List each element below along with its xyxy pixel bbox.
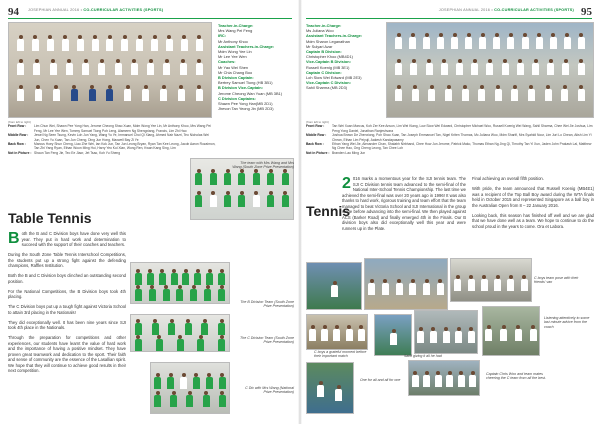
photo-c-boys-van — [450, 258, 532, 302]
photo-c-division-team — [130, 314, 230, 352]
running-header-left: JOSEPHIAN ANNUAL 2016 • CO-CURRICULAR ACTIVITIES (SPORTS) — [28, 8, 164, 12]
photo-tennis-player-serve — [306, 262, 362, 310]
article-body-tennis-col2: Final achieving an overall fifth position. With pride, the team announced that Russell Koenig (MB4E1) was a recipient of the Top Ball Boy award during the WTA finals held in October 2015 and represented Singapore as a ball boy in the Australian Open from 8 – 22 January 2016. Looking back, this season has finished off well and we are glad that we have done well as a team. We hope to continue to do the school proud in the years to come. Ora et Labora. — [472, 176, 594, 229]
officials-list-left: Teacher-in-Charge: Mrs Wang Pei Feng IRC: Mr Anthony Khoo Assistant Teachers-in-Charge: Mdm Wong Yee Lin Mr Lee Yee Wen Coaches: Mr Yao Wei Shen Mr Chia Chang Boo B Division Captain: Bertrey Samuel Tiong (HB 3B1) B Division Vice-Captain: Jerome Cheong Wan Yuan (MB 3B1) C Division Captains: Shawn Pee Yong Han(MB 2D1) Jhevon Tan Yeong Jin (MB 2D3) — [218, 23, 283, 112]
section-title-tennis: Tennis — [306, 203, 351, 219]
dropcap-2: 2 — [342, 175, 351, 192]
photo-sahil-action — [374, 314, 412, 356]
photo-c-boys-team — [364, 258, 448, 310]
photo-c-boys-grateful — [306, 314, 368, 350]
page-number-left: 94 — [8, 6, 19, 18]
right-page — [300, 0, 600, 424]
header-rule-left — [8, 18, 292, 19]
article-body-table-tennis: Both the B and C Division boys have done very well this year. They put in hard work and determination to succeed with the support of their coaches and teachers. During the South Zone Table Tennis Interschool Competitions, the students put up a strong fight against the defending champions, Raffles Institution. Both the B and C Division boys clinched an outstanding second position. For the National Competitions, the B Division boys took 4th placing. The C Division boys put up a tough fight against Victoria School to attain 3rd placing in the Nationals! They did exceptionally well. It has been nine years since SJI took 4th place in the Nationals. Through the preparation for competitions and other experiences, our students have learnt the value of hard work and the importance of having a positive mindset. They have proven great teamwork and dedication to the sport. Their faith and sense of community are the essence of the Lasallian spirit. We hope that they will continue to achieve good results in their next competition. — [8, 230, 126, 373]
caption-b-division: The B Division Team (South Zone Prize Presentation) — [240, 300, 294, 309]
caption-coach-advice: Listening attentively to some last minute advice from the coach — [544, 316, 590, 329]
team-photo-table-tennis — [8, 22, 212, 118]
photo-c-div-with-mrs-wang — [150, 362, 230, 414]
caption-c-division: The C Division Team (South Zone Prize Presentation) — [240, 336, 294, 345]
photo-b-division-team — [130, 262, 230, 304]
caption-sahil: Sahil giving it all he had — [404, 354, 442, 358]
photo-team-huddle — [414, 310, 478, 354]
team-names-left: (from left to right) Front Row : Lim Chun Wei, Shawn Pee Yong Han, Jerome Cheong Shao Xuan, Mdm Wong Yee Lin, Mr Anthony Khoo, Mrs Wang Pei Feng, Mr Lee Yee Wen, Tommy Samuel Tiong Poh Leng, Alameen Ng Shengxiang, Francis, Lim Zhi Hao Middle Row : Jewel Ng Seen Tsung, Kevin Loh Jun Yang, Wang Yu Ye, Immanuel Choi Qi Xiang, Ahmed Nair Nazri, Teo Nicholas Wei Jun, Chen Yu Xuan, Tan Jun Cheng, Ding Jun Hong, Maxwell Bay Zi Ye Back Row : Marcus Hoey Shun Cheng, Liao Zhe Wei, Ian Kok Jun, Tan Jun Leong Bryan, Ryan Tan Kee Leong, Jacob Aaron Rozaimon, Tan Zhi Yang Ryan, Ethan Woon Ming Hui, Harry Yeo Kui Xian, Wong Ren, Kwan Kang Sing, Lim Not in Picture : Shaun Tan Feng Jie, Teo Ee Jiaor, Jet Tsao, Koh Yu Sheng — [8, 120, 216, 155]
team-names-right: (from left to right) Front Row : Tan Wei Xuan Marcus, Koh Zer Kee Anson, Lim Wei Kiang, Low Siow Wei Edward, Christopher Michael Woo, Russell Koenig Wei Wang, Sahil Sharma, Chee Wei Jie Joshua, Lim Peng Yong Daniel, Jonathan Ranjeshvara Middle Row : Joshua Brown De Zhenxiong, Poh Shao Xuan, Tan Joseph Emmanuel Tan, Nigel Kriten Thomas, Mc Juliana Woo, Mdm Sharifi, Mrs Syahidi Nour, Lim Juri Lo Chean, Atish Lim Yi Chean, Ethan Lim Peiyuji, Aakesh Kandapasamy Back Row : Ethan Yang Wei Jie, Alexander Chan, Shalabh Nirbhand, Chee How Jun Jerome, Patrick Mako, Thomas Ethan Ng Jing Qi, Timothy Tan Yi Xun, Jaden John Prakash Lal, Matthew Ng Chee Hao, Ong Cheng Leong, Tan Chee Loh Not in Picture : Branden Lau Ming Jun — [306, 120, 593, 155]
team-photo-tennis — [386, 22, 594, 118]
dropcap-b: B — [8, 230, 20, 247]
caption-one-for-all: One for all and all for one — [360, 378, 401, 382]
caption-c-boys-grateful: C boys a grateful moment before their important match — [314, 350, 367, 359]
caption-captain-cheering: Captain Chris Woo and team mates cheering the C team from all the best. — [486, 372, 546, 381]
running-header-right: JOSEPHIAN ANNUAL 2016 • CO-CURRICULAR ACTIVITIES (SPORTS) — [438, 8, 574, 12]
photo-team-cheering — [408, 360, 480, 396]
caption-c-div-mrs-wang: C Div with Mrs Wang (National Prize Presentation) — [245, 386, 294, 395]
photo-coach-advice — [482, 306, 540, 356]
officials-list-right: Teacher-in-Charge: Ms Juliana Woo Assistant Teachers-in-Charge: Mdm Sharon Leganathan Mr Sulyari Azar Captain B Division: Christopher Khoo (MB4D1) Vice-Captain B Division: Russell Koenig (MB 3E1) Captain C Division: Loh Siow Wei Edward (MB 2E3) Vice-Captain C Division: Sahil Sharma (MB 2D3) — [306, 23, 363, 91]
caption-c-boys-van: C boys team pose with their friends' van — [534, 276, 579, 285]
caption-team-with-teachers: The team with Mrs Wang and Mrs Wang (South Zone Prize Presentation) — [232, 161, 294, 170]
section-title-table-tennis: Table Tennis — [8, 210, 92, 226]
photo-doubles-match — [306, 362, 354, 414]
page-number-right: 95 — [581, 6, 592, 18]
article-body-tennis-col1: 2 016 marks a momentous year for the SJI tennis team. The SJI C Division tennis team advanced to the semi-final of the National Inter-School Tennis Championship. The last time we achieved the semi-final was over 20 years ago in 1996! It was also thanks to hard work, rigorous training and team effort that the team managed to beat Victoria School and SJI International in the group stage before advancing into the semi-final. We then played against ACS (Barker Road) and finally emerged 4th in the Finals. Our B division boys also did exceptionally well this year and were runners up in the Plate. — [342, 175, 466, 231]
header-rule-right — [306, 18, 592, 19]
